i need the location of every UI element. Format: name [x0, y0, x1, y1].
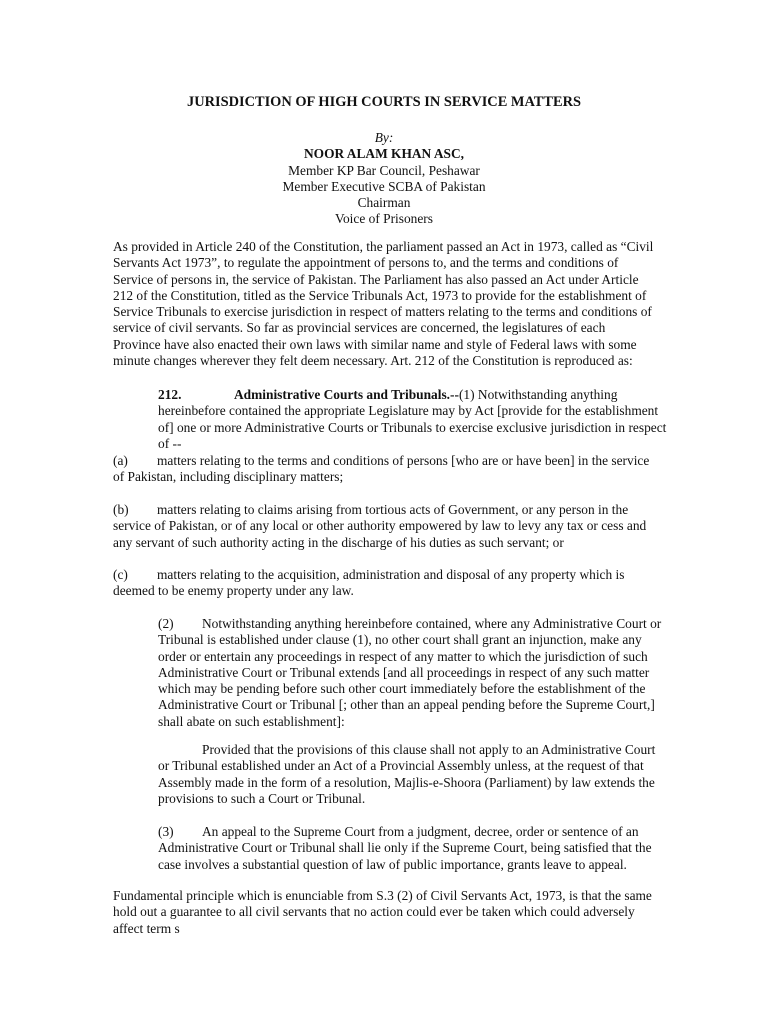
clause-3-text: An appeal to the Supreme Court from a judgment, decree, order or sentence of an Administrative Court or Tribunal shall lie only if the Supreme Court, being satisfied that the case involves a substantial question of law of public importance, grants leave to appeal.: [158, 824, 652, 872]
clause-item-b: [113, 502, 656, 551]
article-number: 212.: [158, 387, 182, 402]
clause-3-label: (3): [158, 824, 174, 839]
closing-paragraph: Fundamental principle which is enunciable from S.3 (2) of Civil Servants Act, 1973, is that the same hold out a guarantee to all civil servants that no action could ever be taken which could adversely affect term s: [113, 888, 652, 936]
clause-2-text: Notwithstanding anything hereinbefore contained, where any Administrative Court or Tribunal is established under clause (1), no other court shall grant an injunction, make any order or entertain any proceedings in respect of any matter to which the jurisdiction of such Administrative Court or Tribunal extends [and all proceedings in respect of any such matter which may be pending before such other court immediately before the establishment of the Administrative Court or Tribunal [; other than an appeal pending before the Supreme Court,] shall abate on such establishment]:: [158, 616, 662, 729]
by-label: By:: [374, 130, 394, 145]
article-212-clause-1: [158, 387, 668, 452]
author-role: Member Executive SCBA of Pakistan: [282, 178, 486, 194]
clause-item-c: [113, 567, 656, 600]
clause-2-label: (2): [158, 616, 174, 631]
item-label: (a): [113, 453, 128, 468]
clause-1-text: (1) Notwithstanding anything hereinbefore contained the appropriate Legislature may by Act [provide for the establishment of] one or more Administrative Courts or Tribunals to exercise exclusive jurisdiction in respect of --: [158, 387, 667, 451]
author-role: Member KP Bar Council, Peshawar: [288, 162, 480, 178]
author-name: NOOR ALAM KHAN ASC,: [304, 146, 464, 162]
document-title: JURISDICTION OF HIGH COURTS IN SERVICE MATTERS: [187, 94, 581, 110]
item-text: matters relating to the acquisition, administration and disposal of any property which is deemed to be enemy property under any law.: [113, 567, 625, 599]
article-heading: Administrative Courts and Tribunals.--: [234, 387, 459, 402]
article-212-clause-2: [158, 616, 668, 730]
article-212-clause-3: [158, 824, 668, 873]
item-text: matters relating to claims arising from tortious acts of Government, or any person in the service of Pakistan, or of any local or other authority empowered by law to levy any tax or cess and any servant of such authority acting in the discharge of his duties as such servant; or: [113, 502, 647, 550]
clause-item-a: [113, 453, 656, 486]
item-text: matters relating to the terms and conditions of persons [who are or have been] in the service of Pakistan, including disciplinary matters;: [113, 453, 650, 485]
intro-paragraph: As provided in Article 240 of the Constitution, the parliament passed an Act in 1973, called as “Civil Servants Act 1973”, to regulate the appointment of persons to, and the terms and conditions of Service of persons in, the service of Pakistan. The Parliament has also passed an Act under Article 212 of the Constitution, titled as the Service Tribunals Act, 1973 to provide for the establishment of Service Tribunals to exercise jurisdiction in respect of matters relating to the terms and conditions of service of civil servants. So far as provincial services are concerned, the legislatures of each Province have also enacted their own laws with similar name and style of Federal laws with some minute changes wherever they felt deem necessary. Art. 212 of the Constitution is reproduced as:: [113, 239, 654, 369]
proviso-paragraph: Provided that the provisions of this clause shall not apply to an Administrative Court or Tribunal established under an Act of a Provincial Assembly unless, at the request of that Assembly made in the form of a resolution, Majlis-e-Shoora (Parliament) by law extends the provisions to such a Court or Tribunal.: [158, 742, 656, 806]
author-role: Chairman: [357, 195, 411, 211]
author-role: Voice of Prisoners: [335, 211, 433, 227]
author-block: [0, 130, 768, 228]
item-label: (b): [113, 502, 129, 517]
item-label: (c): [113, 567, 128, 582]
